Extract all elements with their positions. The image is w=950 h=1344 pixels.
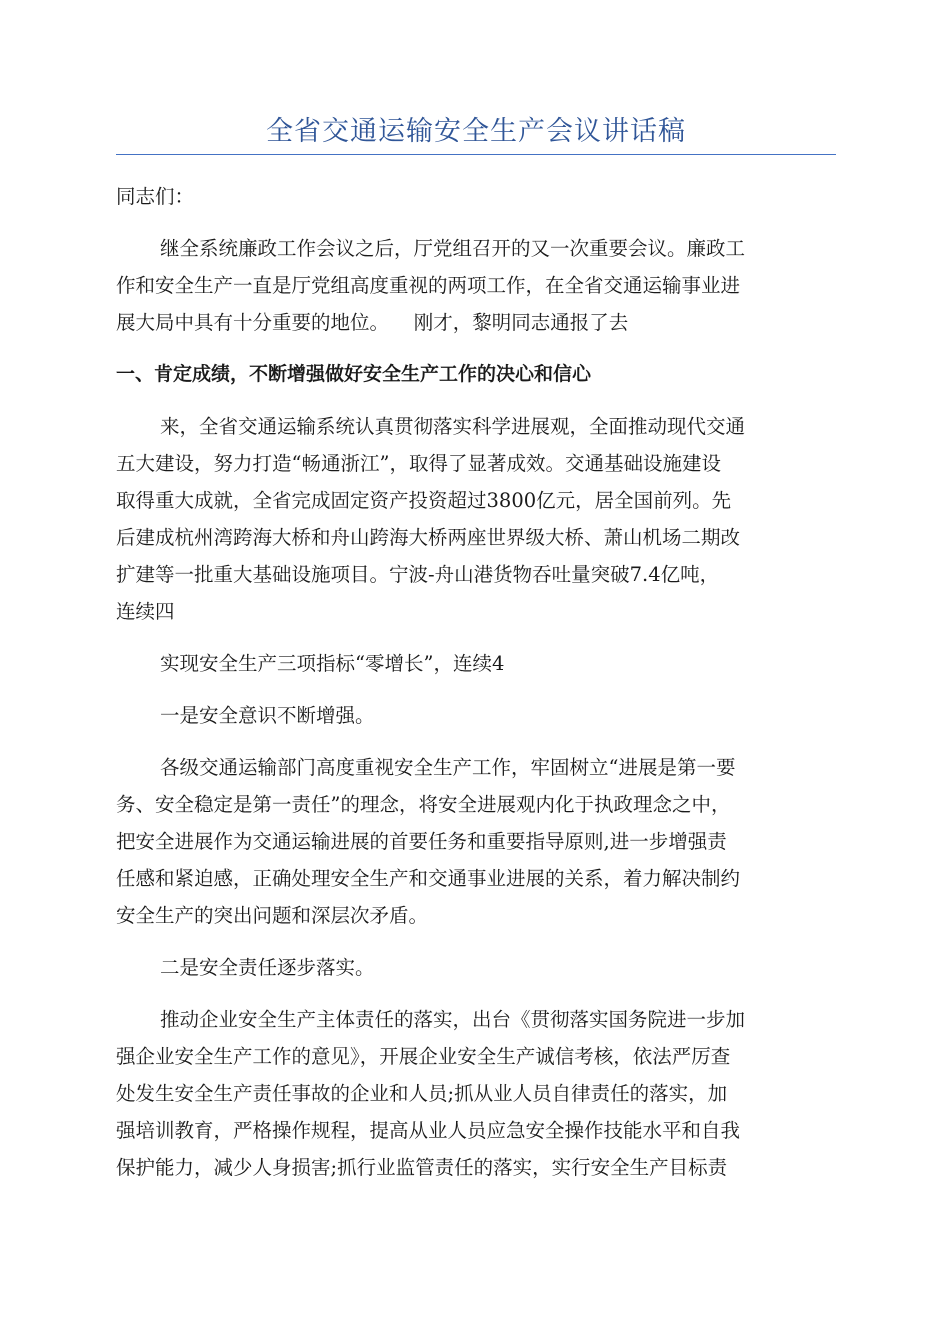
salutation: 同志们： <box>116 185 195 208</box>
point-2-line-1: 推动企业安全生产主体责任的落实，出台《贯彻落实国务院进一步加 <box>160 1008 746 1031</box>
intro-line-1: 继全系统廉政工作会议之后，厅党组召开的又一次重要会议。廉政工 <box>160 237 746 260</box>
achievements-line-5: 扩建等一批重大基础设施项目。宁波-舟山港货物吞吐量突破7.4亿吨， <box>116 563 720 586</box>
document-body <box>116 178 836 1186</box>
achievements-paragraph <box>116 408 836 630</box>
point-2-line-5: 保护能力，减少人身损害;抓行业监管责任的落实，实行安全生产目标责 <box>116 1156 728 1179</box>
point-1-line-2: 务、安全稳定是第一责任”的理念，将安全进展观内化于执政理念之中， <box>116 793 731 816</box>
point-1-paragraph <box>116 749 836 934</box>
point-2-title: 二是安全责任逐步落实。 <box>160 956 375 979</box>
point-1-title: 一是安全意识不断增强。 <box>160 704 375 727</box>
point-1-line-4: 任感和紧迫感，正确处理安全生产和交通事业进展的关系，着力解决制约 <box>116 867 741 890</box>
achievements-line-1: 来，全省交通运输系统认真贯彻落实科学进展观，全面推动现代交通 <box>160 415 746 438</box>
point-2-paragraph <box>116 1001 836 1186</box>
point-2-line-4: 强培训教育，严格操作规程，提高从业人员应急安全操作技能水平和自我 <box>116 1119 741 1142</box>
point-1-line-3: 把安全进展作为交通运输进展的首要任务和重要指导原则,进一步增强责 <box>116 830 727 853</box>
intro-line-2: 作和安全生产一直是厅党组高度重视的两项工作，在全省交通运输事业进 <box>116 274 741 297</box>
achievements-line-3: 取得重大成就，全省完成固定资产投资超过3800亿元，居全国前列。先 <box>116 489 732 512</box>
achievements-line-6: 连续四 <box>116 600 175 623</box>
point-2-line-3: 处发生安全生产责任事故的企业和人员;抓从业人员自律责任的落实，加 <box>116 1082 728 1105</box>
title-underline <box>116 154 836 155</box>
point-1-line-1: 各级交通运输部门高度重视安全生产工作，牢固树立“进展是第一要 <box>160 756 736 779</box>
document-title: 全省交通运输安全生产会议讲话稿 <box>266 116 686 147</box>
zero-growth-paragraph: 实现安全生产三项指标“零增长”，连续4 <box>160 652 505 675</box>
achievements-line-4: 后建成杭州湾跨海大桥和舟山跨海大桥两座世界级大桥、萧山机场二期改 <box>116 526 741 549</box>
point-1-line-5: 安全生产的突出问题和深层次矛盾。 <box>116 904 429 927</box>
point-2-line-2: 强企业安全生产工作的意见》，开展企业安全生产诚信考核，依法严厉查 <box>116 1045 731 1068</box>
intro-line-3: 展大局中具有十分重要的地位。 刚才，黎明同志通报了去 <box>116 311 629 334</box>
achievements-line-2: 五大建设，努力打造“畅通浙江”，取得了显著成效。交通基础设施建设 <box>116 452 721 475</box>
section-heading-1: 一、肯定成绩，不断增强做好安全生产工作的决心和信心 <box>116 363 592 385</box>
intro-paragraph <box>116 230 836 341</box>
